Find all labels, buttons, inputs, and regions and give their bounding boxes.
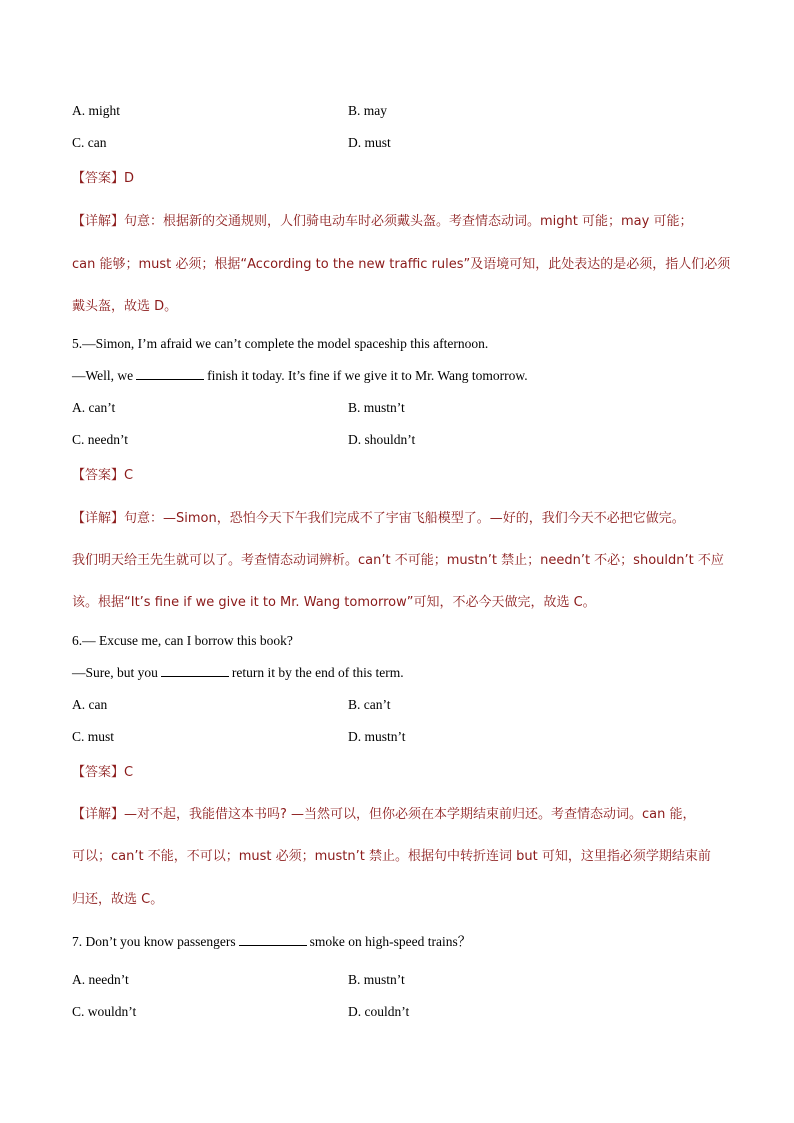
q7-stem-pre: 7. Don’t you know passengers: [72, 934, 236, 949]
q6-stem-pre: —Sure, but you: [72, 665, 158, 680]
q4-detail-line-2: can 能够；must 必须；根据“According to the new traffic rules”及语境可知，此处表达的是必须，指人们必须: [72, 257, 731, 272]
q5-detail-line-2: 我们明天给王先生就可以了。考查情态动词辨析。can’t 不可能；mustn’t 禁止；needn’t 不必；shouldn’t 不应: [72, 553, 724, 568]
q7-stem-post: smoke on high-speed trains？: [309, 934, 472, 949]
q5-blank: [136, 367, 204, 380]
q4-option-d: D. must: [348, 135, 391, 150]
q5-stem-pre: —Well, we: [72, 368, 134, 383]
q5-option-c: C. needn’t: [72, 432, 128, 447]
q4-option-a: A. might: [72, 103, 121, 118]
q5-stem-post: finish it today. It’s fine if we give it to Mr. Wang tomorrow.: [207, 368, 528, 383]
q4-detail-line-1: 【详解】句意：根据新的交通规则，人们骑电动车时必须戴头盔。考查情态动词。might 可能；may 可能；: [72, 214, 693, 229]
q6-detail-line-1: 【详解】—对不起，我能借这本书吗? —当然可以，但你必须在本学期结束前归还。考查情态动词。can 能，: [72, 807, 696, 822]
q6-detail-line-3: 归还，故选 C。: [72, 892, 164, 907]
q6-stem-line-2: [72, 664, 404, 682]
q6-option-b: B. can’t: [348, 697, 391, 712]
q6-option-d: D. mustn’t: [348, 729, 406, 744]
q6-answer: 【答案】C: [72, 765, 134, 780]
q5-option-d: D. shouldn’t: [348, 432, 416, 447]
q5-detail-line-1: 【详解】句意：—Simon，恐怕今天下午我们完成不了宇宙飞船模型了。—好的，我们今天不必把它做完。: [72, 511, 685, 526]
q6-option-a: A. can: [72, 697, 108, 712]
q4-answer: 【答案】D: [72, 171, 135, 186]
q4-option-c: C. can: [72, 135, 107, 150]
q7-option-b: B. mustn’t: [348, 972, 405, 987]
q6-stem-line-1: 6.— Excuse me, can I borrow this book?: [72, 633, 293, 648]
q4-option-b: B. may: [348, 103, 387, 118]
q6-blank: [161, 664, 229, 677]
q5-stem-line-2: [72, 367, 528, 385]
q4-detail-line-3: 戴头盔，故选 D。: [72, 299, 178, 314]
q7-option-c: C. wouldn’t: [72, 1004, 137, 1019]
q5-option-b: B. mustn’t: [348, 400, 405, 415]
q6-detail-line-2: 可以；can’t 不能，不可以；must 必须；mustn’t 禁止。根据句中转折连词 but 可知，这里指必须学期结束前: [72, 849, 711, 864]
q6-stem-post: return it by the end of this term.: [231, 665, 404, 680]
q5-answer: 【答案】C: [72, 468, 134, 483]
q5-option-a: A. can’t: [72, 400, 116, 415]
q7-blank: [239, 933, 307, 946]
q7-option-a: A. needn’t: [72, 972, 129, 987]
q5-stem-line-1: 5.—Simon, I’m afraid we can’t complete the model spaceship this afternoon.: [72, 336, 489, 351]
q6-option-c: C. must: [72, 729, 115, 744]
q5-detail-line-3: 该。根据“It’s fine if we give it to Mr. Wang tomorrow”可知，不必今天做完，故选 C。: [72, 595, 596, 610]
q7-stem: [72, 933, 471, 951]
q7-option-d: D. couldn’t: [348, 1004, 410, 1019]
